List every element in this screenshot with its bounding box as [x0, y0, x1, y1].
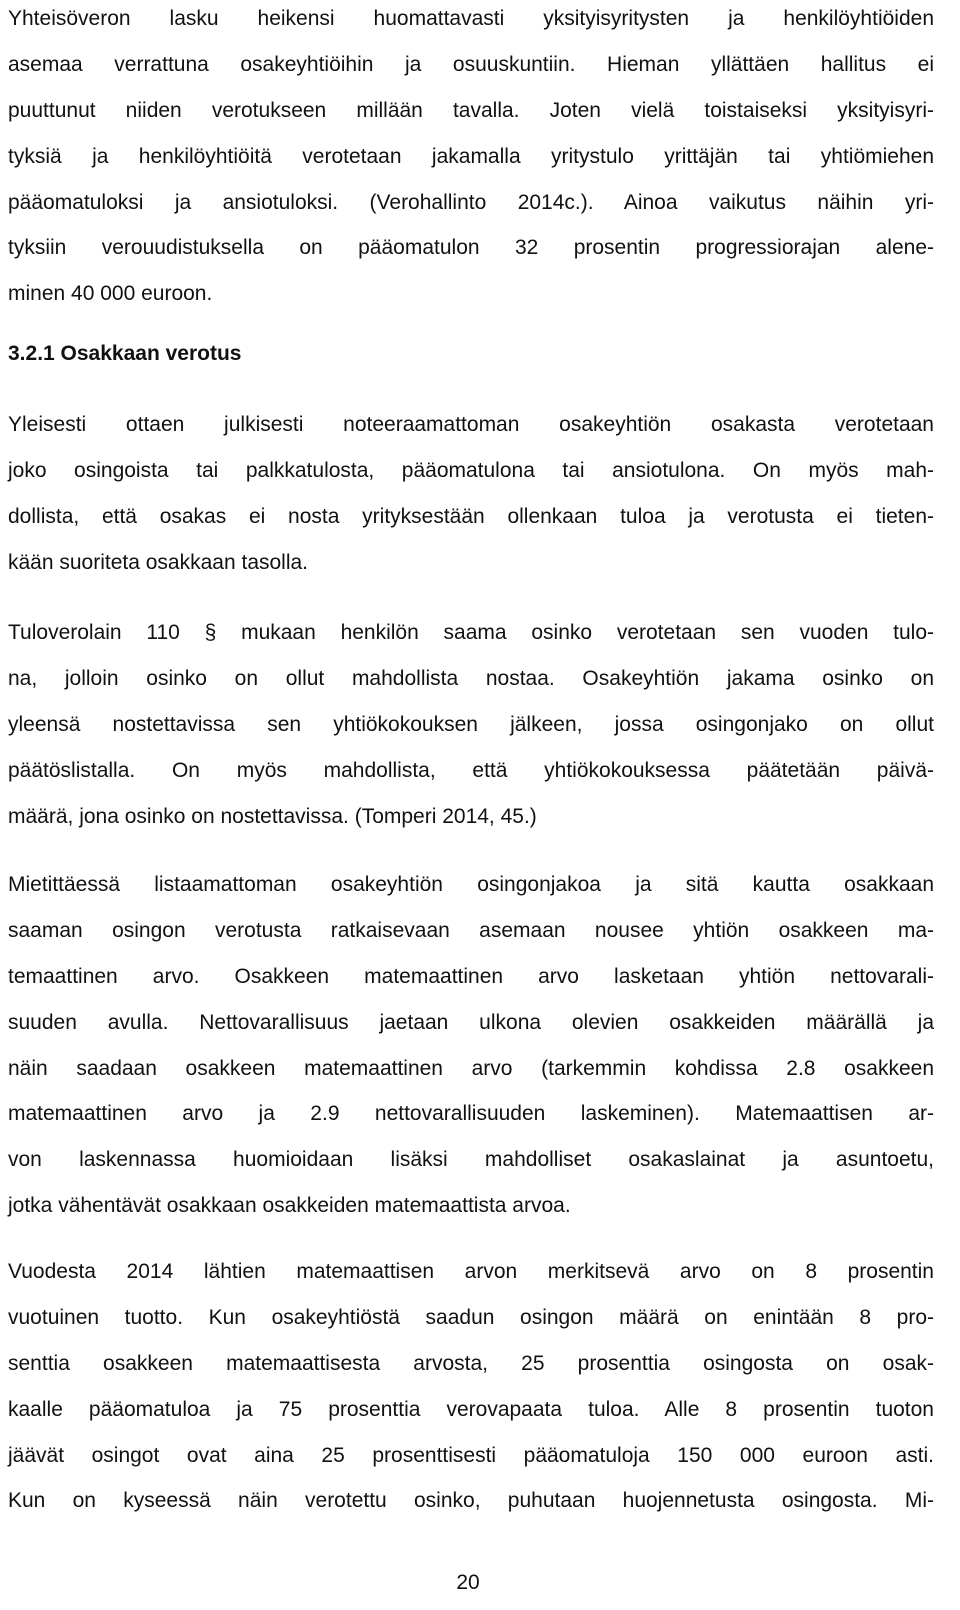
section-heading: 3.2.1 Osakkaan verotus — [8, 342, 242, 365]
paragraph-matemaattinen-arvo — [8, 862, 934, 1229]
text-line: yleensä nostettavissa sen yhtiökokouksen jälkeen, jossa osingonjako on ollut — [8, 712, 934, 736]
text-line: tyksiä ja henkilöyhtiöitä verotetaan jakamalla yritystulo yrittäjän tai yhtiömiehen — [8, 144, 934, 168]
text-line: Mietittäessä listaamattoman osakeyhtiön osingonjakoa ja sitä kautta osakkaan — [8, 873, 934, 896]
text-line: suuden avulla. Nettovarallisuus jaetaan ulkona olevien osakkeiden määrällä ja — [8, 1010, 934, 1034]
paragraph-osinko-2014 — [8, 1249, 934, 1524]
text-line: dollista, että osakas ei nosta yrityksestään ollenkaan tuloa ja verotusta ei tieten- — [8, 504, 934, 528]
text-line: Kun on kyseessä näin verotettu osinko, puhutaan huojennetusta osingosta. Mi- — [8, 1489, 934, 1513]
text-line: kään suoriteta osakkaan tasolla. — [8, 550, 309, 574]
text-line: tyksiin verouudistuksella on pääomatulon 32 prosentin progressiorajan alene- — [8, 236, 934, 260]
text-line: Yleisesti ottaen julkisesti noteeraamattoman osakeyhtiön osakasta verotetaan — [8, 413, 934, 436]
intro-paragraph — [8, 0, 934, 317]
text-line: joko osingoista tai palkkatulosta, pääomatulona tai ansiotulona. On myös mah- — [8, 458, 934, 482]
paragraph-tuloverolaki — [8, 610, 934, 839]
text-line: matemaattinen arvo ja 2.9 nettovarallisuuden laskeminen). Matemaattisen ar- — [8, 1102, 934, 1126]
text-line: jotka vähentävät osakkaan osakkeiden matemaattista arvoa. — [8, 1194, 571, 1218]
text-line: vuotuinen tuotto. Kun osakeyhtiöstä saadun osingon määrä on enintään 8 pro- — [8, 1305, 934, 1329]
text-line: senttia osakkeen matemaattisesta arvosta, 25 prosenttia osingosta on osak- — [8, 1351, 934, 1375]
text-line: määrä, jona osinko on nostettavissa. (Tomperi 2014, 45.) — [8, 804, 537, 828]
text-line: kaalle pääomatuloa ja 75 prosenttia verovapaata tuloa. Alle 8 prosentin tuoton — [8, 1397, 934, 1421]
text-line: jäävät osingot ovat aina 25 prosenttisesti pääomatuloja 150 000 euroon asti. — [8, 1443, 934, 1467]
paragraph-osakkaan-verotus — [8, 402, 934, 586]
text-line: na, jolloin osinko on ollut mahdollista nostaa. Osakeyhtiön jakama osinko on — [8, 666, 934, 690]
page-number: 20 — [456, 1571, 480, 1594]
text-line: temaattinen arvo. Osakkeen matemaattinen arvo lasketaan yhtiön nettovarali- — [8, 964, 934, 988]
text-line: pääomatuloksi ja ansiotuloksi. (Verohallinto 2014c.). Ainoa vaikutus näihin yri- — [8, 190, 934, 214]
text-line: Vuodesta 2014 lähtien matemaattisen arvon merkitsevä arvo on 8 prosentin — [8, 1260, 934, 1283]
text-line: päätöslistalla. On myös mahdollista, että yhtiökokouksessa päätetään päivä- — [8, 758, 934, 782]
text-line: asemaa verrattuna osakeyhtiöihin ja osuuskuntiin. Hieman yllättäen hallitus ei — [8, 52, 934, 76]
text-line: minen 40 000 euroon. — [8, 282, 213, 306]
text-line: puuttunut niiden verotukseen millään tavalla. Joten vielä toistaiseksi yksityisyri- — [8, 98, 934, 122]
text-line: näin saadaan osakkeen matemaattinen arvo (tarkemmin kohdissa 2.8 osakkeen — [8, 1056, 934, 1080]
text-line: Yhteisöveron lasku heikensi huomattavasti yksityisyritysten ja henkilöyhtiöiden — [8, 7, 934, 30]
text-line: saaman osingon verotusta ratkaisevaan asemaan nousee yhtiön osakkeen ma- — [8, 918, 934, 942]
text-line: von laskennassa huomioidaan lisäksi mahdolliset osakaslainat ja asuntoetu, — [8, 1148, 934, 1172]
text-line: Tuloverolain 110 § mukaan henkilön saama osinko verotetaan sen vuoden tulo- — [8, 621, 934, 644]
